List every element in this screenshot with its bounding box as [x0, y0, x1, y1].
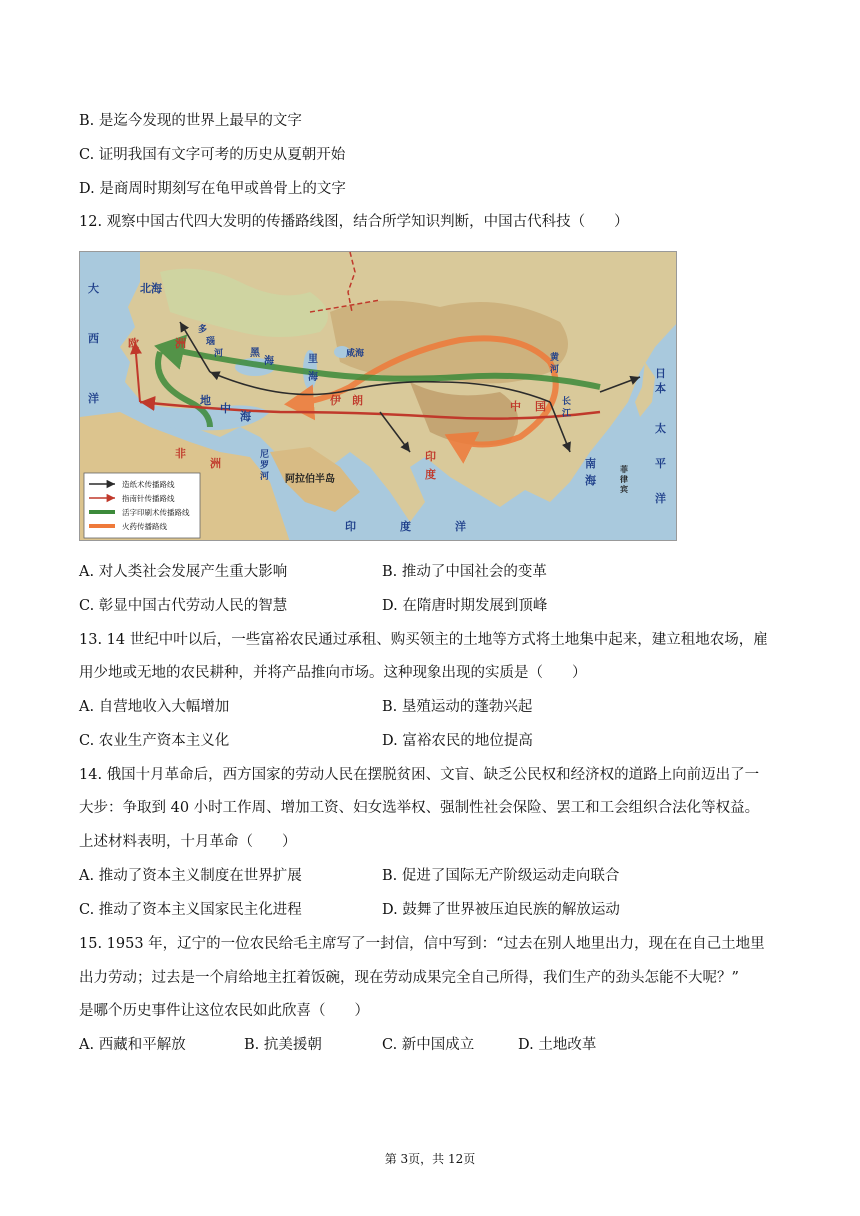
map-image — [80, 252, 677, 541]
label-nile-2: 罗 — [260, 461, 270, 471]
label-med-1: 地 — [200, 394, 211, 407]
q15-stem-line2: 出力劳动；过去是一个肩给地主扛着饭碗，现在劳动成果完全自己所得，我们生产的劲头怎能不大呢？” — [79, 970, 739, 986]
label-china-1: 中 — [510, 400, 521, 413]
label-yangtze-1: 长 — [562, 397, 572, 407]
q11-option-d: D. 是商周时期刻写在龟甲或兽骨上的文字 — [79, 181, 346, 197]
q12-option-a: A. 对人类社会发展产生重大影响 — [79, 564, 288, 580]
label-iran-1: 伊 — [330, 394, 341, 407]
q13-option-a: A. 自营地收入大幅增加 — [79, 699, 230, 715]
q14-option-c: C. 推动了资本主义国家民主化进程 — [79, 902, 302, 918]
label-danube-1: 多 — [198, 325, 208, 335]
label-south-sea-2: 海 — [585, 474, 596, 487]
map-legend — [84, 473, 200, 538]
legend-printing: 活字印刷术传播路线 — [122, 508, 190, 517]
label-caspian-1: 里 — [308, 354, 318, 365]
label-india-1: 印 — [425, 450, 436, 463]
label-africa-1: 非 — [175, 447, 186, 460]
legend-paper: 造纸术传播路线 — [122, 480, 175, 489]
q13-stem-line2: 用少地或无地的农民耕种，并将产品推向市场。这种现象出现的实质是（ ） — [79, 665, 587, 681]
q14-option-d: D. 鼓舞了世界被压迫民族的解放运动 — [382, 902, 620, 918]
q11-option-c: C. 证明我国有文字可考的历史从夏朝开始 — [79, 147, 346, 163]
label-philippines-2: 律 — [620, 475, 628, 484]
label-black-1: 黑 — [250, 348, 260, 359]
label-iran-2: 朗 — [352, 394, 363, 407]
q15-stem-line3: 是哪个历史事件让这位农民如此欣喜（ ） — [79, 1003, 369, 1019]
label-med-3: 海 — [240, 410, 251, 423]
label-arabia: 阿拉伯半岛 — [285, 474, 335, 485]
q15-option-a: A. 西藏和平解放 — [79, 1037, 186, 1053]
legend-gunpowder: 火药传播路线 — [122, 522, 167, 531]
label-atlantic-3: 洋 — [88, 392, 99, 405]
label-indian-ocean-3: 洋 — [455, 520, 466, 533]
label-black-2: 海 — [264, 356, 274, 367]
label-japan-1: 日 — [655, 367, 666, 380]
q14-stem-line1: 14. 俄国十月革命后，西方国家的劳动人民在摆脱贫困、文盲、缺乏公民权和经济权的道路上向前迈出了一 — [79, 767, 760, 783]
label-indian-ocean-1: 印 — [345, 520, 356, 533]
q13-option-c: C. 农业生产资本主义化 — [79, 733, 230, 749]
q14-option-b: B. 促进了国际无产阶级运动走向联合 — [382, 868, 620, 884]
page-footer: 第 3页，共 12页 — [384, 1152, 476, 1166]
q15-stem-line1: 15. 1953 年，辽宁的一位农民给毛主席写了一封信，信中写到：“过去在别人地里出力，现在在自己土地里 — [79, 936, 765, 952]
label-north-sea: 北海 — [140, 282, 162, 295]
label-nile-3: 河 — [260, 472, 270, 482]
label-europe-1: 欧 — [128, 337, 139, 350]
label-danube-3: 河 — [214, 349, 224, 359]
q15-option-d: D. 土地改革 — [518, 1037, 597, 1053]
label-europe-2: 洲 — [175, 337, 186, 350]
label-caspian-2: 海 — [308, 372, 318, 383]
label-med-2: 中 — [220, 402, 231, 415]
label-yellow-river-1: 黄 — [550, 353, 560, 363]
q12-option-b: B. 推动了中国社会的变革 — [382, 564, 547, 580]
label-pacific-1: 太 — [655, 422, 666, 435]
label-yellow-river-2: 河 — [550, 365, 560, 375]
label-aral-sea: 咸海 — [346, 349, 365, 359]
q13-stem-line1: 13. 14 世纪中叶以后，一些富裕农民通过承租、购买领主的土地等方式将土地集中起来，建立租地农场，雇 — [79, 632, 768, 648]
q14-stem-line2: 大步：争取到 40 小时工作周、增加工资、妇女选举权、强制性社会保险、罢工和工会组织合法化等权益。 — [79, 800, 760, 816]
label-nile-1: 尼 — [260, 450, 270, 460]
label-yangtze-2: 江 — [562, 409, 572, 419]
label-china-2: 国 — [535, 400, 546, 413]
label-atlantic-2: 西 — [88, 332, 99, 345]
label-pacific-2: 平 — [655, 457, 666, 470]
label-japan-2: 本 — [655, 382, 666, 395]
q13-option-b: B. 垦殖运动的蓬勃兴起 — [382, 699, 533, 715]
q12-stem: 12. 观察中国古代四大发明的传播路线图，结合所学知识判断，中国古代科技（ ） — [79, 214, 629, 230]
legend-compass: 指南针传播路线 — [122, 494, 175, 503]
four-inventions-spread-map — [79, 251, 677, 541]
q13-option-d: D. 富裕农民的地位提高 — [382, 733, 533, 749]
q11-option-b: B. 是迄今发现的世界上最早的文字 — [79, 113, 302, 129]
label-atlantic-1: 大 — [88, 282, 99, 295]
q12-option-c: C. 彰显中国古代劳动人民的智慧 — [79, 598, 288, 614]
q15-option-b: B. 抗美援朝 — [244, 1037, 322, 1053]
label-danube-2: 瑙 — [206, 337, 216, 347]
label-pacific-3: 洋 — [655, 492, 666, 505]
label-india-2: 度 — [425, 468, 436, 481]
q14-stem-line3: 上述材料表明，十月革命（ ） — [79, 834, 297, 850]
q12-option-d: D. 在隋唐时期发展到顶峰 — [382, 598, 548, 614]
label-philippines-3: 宾 — [620, 485, 628, 494]
label-indian-ocean-2: 度 — [400, 520, 411, 533]
label-philippines-1: 菲 — [620, 465, 628, 474]
q15-option-c: C. 新中国成立 — [382, 1037, 475, 1053]
label-south-sea-1: 南 — [585, 457, 596, 470]
q14-option-a: A. 推动了资本主义制度在世界扩展 — [79, 868, 302, 884]
label-africa-2: 洲 — [210, 457, 221, 470]
